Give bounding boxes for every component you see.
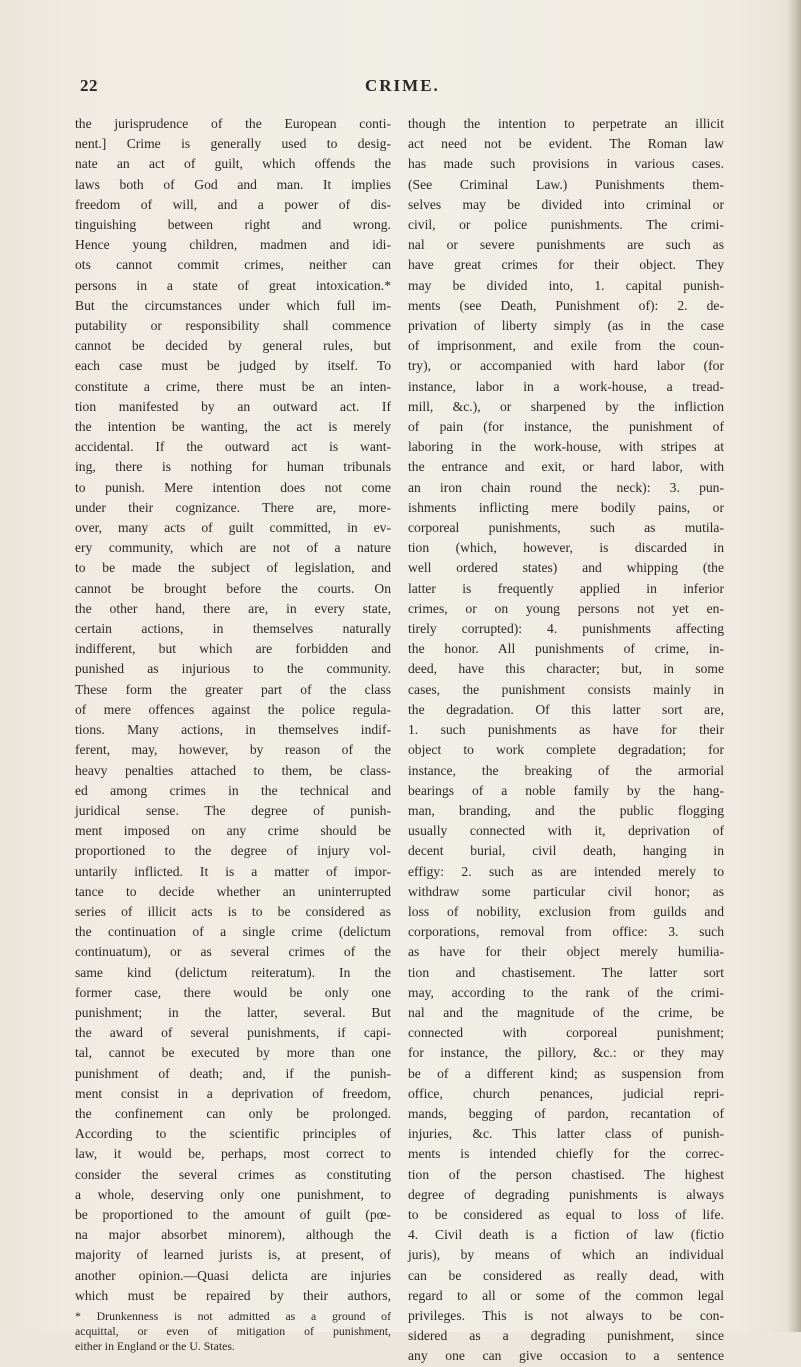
text-line: series of illicit acts is to be considered as <box>75 903 391 919</box>
text-line: mill, &c.), or sharpened by the infliction <box>408 398 724 414</box>
text-line: as have for their object merely humilia- <box>408 944 724 960</box>
text-line: try), or accompanied with hard labor (for <box>408 358 724 374</box>
text-line: 1. such punishments as have for their <box>408 722 724 738</box>
text-line: tance to decide whether an uninterrupted <box>75 883 391 899</box>
text-line: tions. Many actions, in themselves indif- <box>75 722 391 738</box>
text-line: ishments inflicting mere bodily pains, or <box>408 499 724 515</box>
text-line: though the intention to perpetrate an illicit <box>408 116 724 131</box>
text-line: former case, there would be only one <box>75 984 391 1000</box>
text-line: tion and chastisement. The latter sort <box>408 964 724 980</box>
text-line: na major absorbet minorem), although the <box>75 1227 391 1243</box>
text-line: withdraw some particular civil honor; as <box>408 883 724 899</box>
text-line: certain actions, in themselves naturally <box>75 621 391 637</box>
text-line: to be made the subject of legislation, and <box>75 560 391 576</box>
text-line: consider the several crimes as constituting <box>75 1166 391 1182</box>
text-line: cases, the punishment consists mainly in <box>408 681 724 697</box>
text-line: each case must be judged by itself. To <box>75 358 391 374</box>
text-line: indifferent, but which are forbidden and <box>75 641 391 657</box>
text-line: office, church penances, judicial repri- <box>408 1085 724 1101</box>
text-line: These form the greater part of the class <box>75 681 391 697</box>
text-line: the other hand, there are, in every state, <box>75 600 391 616</box>
text-line: loss of nobility, exclusion from guilds and <box>408 903 724 919</box>
text-line: majority of learned jurists is, at present, of <box>75 1247 391 1263</box>
text-line: to be considered as equal to loss of life. <box>408 1206 724 1222</box>
text-line: cannot be brought before the courts. On <box>75 580 391 596</box>
text-line: civil, or police punishments. The crimi- <box>408 217 724 233</box>
text-line: ots cannot commit crimes, neither can <box>75 257 391 273</box>
text-line: ery community, which are not of a nature <box>75 540 391 556</box>
text-line: well ordered states) and whipping (the <box>408 560 724 576</box>
footnote <box>75 1309 391 1354</box>
text-line: untarily inflicted. It is a matter of impor- <box>75 863 391 879</box>
text-line: persons in a state of great intoxication.* <box>75 277 391 293</box>
text-line: constitute a crime, there must be an inten- <box>75 378 391 394</box>
text-line: a whole, deserving only one punishment, to <box>75 1186 391 1202</box>
text-line: continuatum), or as several crimes of the <box>75 944 391 960</box>
footnote-line: either in England or the U. States. <box>75 1338 235 1353</box>
text-line: any one can give occasion to a sentence <box>408 1348 724 1364</box>
text-line: has made such provisions in various cases. <box>408 156 724 172</box>
text-line: the award of several punishments, if capi- <box>75 1025 391 1041</box>
text-line: man, branding, and the public flogging <box>408 802 724 818</box>
text-line: be of a different kind; as suspension from <box>408 1065 724 1081</box>
text-line: act need not be evident. The Roman law <box>408 136 724 152</box>
text-line: laboring in the work-house, with stripes at <box>408 439 724 455</box>
text-line: tion of the person chastised. The highest <box>408 1166 724 1182</box>
text-line: the continuation of a single crime (delictum <box>75 924 391 940</box>
text-line: ment consist in a deprivation of freedom, <box>75 1085 391 1101</box>
text-line: decent burial, civil death, hanging in <box>408 843 724 859</box>
text-line: tion (which, however, is discarded in <box>408 540 724 556</box>
text-line: degree of degrading punishments is always <box>408 1186 724 1202</box>
text-line: nal or severe punishments are such as <box>408 237 724 253</box>
text-line: crimes, or on young persons not yet en- <box>408 600 724 616</box>
text-line: of pain (for instance, the punishment of <box>408 419 724 435</box>
text-line: corporations, removal from office: 3. such <box>408 924 724 940</box>
text-line: (See Criminal Law.) Punishments them- <box>408 176 724 192</box>
text-line: which must be repaired by their authors, <box>75 1287 391 1303</box>
text-line: tinguishing between right and wrong. <box>75 217 391 233</box>
text-line: can be considered as really dead, with <box>408 1267 724 1283</box>
text-line: the degradation. Of this latter sort are, <box>408 701 724 717</box>
text-line: connected with corporeal punishment; <box>408 1025 724 1041</box>
text-line: ments (see Death, Punishment of): 2. de- <box>408 297 724 313</box>
text-line: accidental. If the outward act is want- <box>75 439 391 455</box>
text-line: under their cognizance. There are, more- <box>75 499 391 515</box>
text-line: may be divided into, 1. capital punish- <box>408 277 724 293</box>
text-line: nate an act of guilt, which offends the <box>75 156 391 172</box>
text-line: instance, the breaking of the armorial <box>408 762 724 778</box>
text-line: juris), by means of which an individual <box>408 1247 724 1263</box>
text-line: another opinion.—Quasi delicta are injuries <box>75 1267 391 1283</box>
text-line: ed among crimes in the technical and <box>75 782 391 798</box>
text-line: punishment of death; and, if the punish- <box>75 1065 391 1081</box>
text-line: freedom of will, and a power of dis- <box>75 196 391 212</box>
text-line: privileges. This is not always to be con- <box>408 1307 724 1323</box>
text-line: 4. Civil death is a fiction of law (fictio <box>408 1227 724 1243</box>
text-line: latter is frequently applied in inferior <box>408 580 724 596</box>
running-head: CRIME. <box>365 76 440 95</box>
text-line: nent.] Crime is generally used to desig- <box>75 136 391 152</box>
text-line: the honor. All punishments of crime, in- <box>408 641 724 657</box>
text-line: nal and the magnitude of the crime, be <box>408 1004 724 1020</box>
text-line: corporeal punishments, such as mutila- <box>408 520 724 536</box>
text-line: ferent, may, however, by reason of the <box>75 742 391 758</box>
text-line: mands, begging of pardon, recantation of <box>408 1105 724 1121</box>
text-line: law, it would be, perhaps, most correct to <box>75 1146 391 1162</box>
text-line: tion manifested by an outward act. If <box>75 398 391 414</box>
text-line: selves may be divided into criminal or <box>408 196 724 212</box>
text-line: may, according to the rank of the crimi- <box>408 984 724 1000</box>
text-line: heavy penalties attached to them, be class- <box>75 762 391 778</box>
text-line: of mere offences against the police regula- <box>75 701 391 717</box>
text-line: injuries, &c. This latter class of punish- <box>408 1126 724 1142</box>
text-line: proportioned to the degree of injury vol- <box>75 843 391 859</box>
text-line: object to work complete degradation; for <box>408 742 724 758</box>
left-column <box>75 114 391 1354</box>
text-line: punishment; in the latter, several. But <box>75 1004 391 1020</box>
footnote-line: acquittal, or even of mitigation of punishment, <box>75 1323 391 1338</box>
text-line: have great crimes for their object. They <box>408 257 724 273</box>
text-line: privation of liberty simply (as in the case <box>408 318 724 334</box>
page-spine-shadow <box>787 0 801 1332</box>
text-line: same kind (delictum reiteratum). In the <box>75 964 391 980</box>
text-line: But the circumstances under which full im- <box>75 297 391 313</box>
right-column <box>408 114 724 1367</box>
text-line: tal, cannot be executed by more than one <box>75 1045 391 1061</box>
text-line: juridical sense. The degree of punish- <box>75 802 391 818</box>
text-line: laws both of God and man. It implies <box>75 176 391 192</box>
text-line: putability or responsibility shall commence <box>75 318 391 334</box>
text-line: effigy: 2. such as are intended merely to <box>408 863 724 879</box>
text-line: sidered as a degrading punishment, since <box>408 1328 724 1344</box>
footnote-line: * Drunkenness is not admitted as a ground of <box>75 1308 391 1323</box>
text-line: Hence young children, madmen and idi- <box>75 237 391 253</box>
text-line: cannot be decided by general rules, but <box>75 338 391 354</box>
text-line: the confinement can only be prolonged. <box>75 1105 391 1121</box>
text-line: ments is intended chiefly for the correc- <box>408 1146 724 1162</box>
text-line: to punish. Mere intention does not come <box>75 479 391 495</box>
text-line: of imprisonment, and exile from the coun- <box>408 338 724 354</box>
text-line: bearings of a noble family by the hang- <box>408 782 724 798</box>
text-line: for instance, the pillory, &c.: or they may <box>408 1045 724 1061</box>
text-line: over, many acts of guilt committed, in ev- <box>75 520 391 536</box>
text-line: ment imposed on any crime should be <box>75 823 391 839</box>
page-header <box>80 76 780 106</box>
text-line: ing, there is nothing for human tribunals <box>75 459 391 475</box>
text-line: tirely corrupted): 4. punishments affecting <box>408 621 724 637</box>
text-line: the jurisprudence of the European conti- <box>75 116 391 131</box>
text-line: usually connected with it, deprivation of <box>408 823 724 839</box>
text-line: deed, have this character; but, in some <box>408 661 724 677</box>
text-line: the entrance and exit, or hard labor, with <box>408 459 724 475</box>
text-line: an iron chain round the neck): 3. pun- <box>408 479 724 495</box>
page-number: 22 <box>80 76 98 95</box>
text-line: the intention be wanting, the act is merely <box>75 419 391 435</box>
text-line: punished as injurious to the community. <box>75 661 391 677</box>
text-line: regard to all or some of the common legal <box>408 1287 724 1303</box>
text-line: According to the scientific principles of <box>75 1126 391 1142</box>
text-line: be proportioned to the amount of guilt (pœ- <box>75 1206 391 1222</box>
text-line: instance, labor in a work-house, a tread- <box>408 378 724 394</box>
